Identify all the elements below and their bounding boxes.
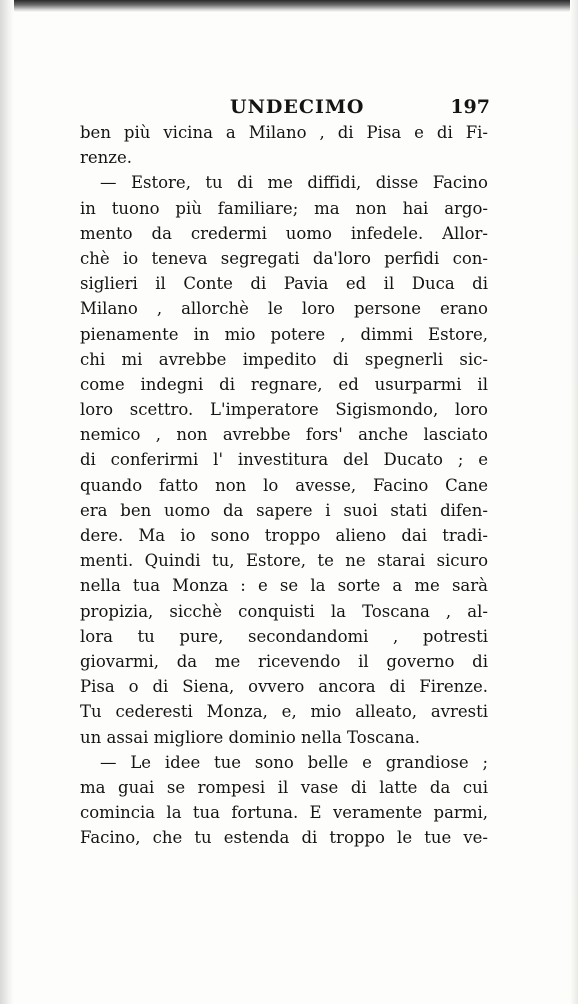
- running-head: UNDECIMO: [230, 96, 365, 118]
- text-line: lora tu pure, secondandomi , potresti: [80, 626, 488, 646]
- text-line: giovarmi, da me ricevendo il governo di: [80, 651, 488, 671]
- page-right-edge: [570, 0, 578, 1004]
- text-line: quando fatto non lo avesse, Facino Cane: [80, 475, 488, 495]
- body-text: [80, 120, 488, 850]
- text-line: chè io teneva segregati da'loro perfidi con-: [80, 248, 488, 268]
- text-line: chi mi avrebbe impedito di spegnerli sic-: [80, 349, 488, 369]
- text-line: pienamente in mio potere , dimmi Estore,: [80, 324, 488, 344]
- text-line: Facino, che tu estenda di troppo le tue ve-: [80, 828, 488, 848]
- text-line: renze.: [80, 148, 132, 168]
- text-line: propizia, sicchè conquisti la Toscana , al-: [80, 601, 488, 621]
- page-left-gutter: [0, 0, 14, 1004]
- text-line: mento da credermi uomo infedele. Allor-: [80, 223, 488, 243]
- text-line: — Le idee tue sono belle e grandiose ;: [100, 752, 488, 772]
- page-number: 197: [450, 96, 490, 118]
- text-line: nemico , non avrebbe fors' anche lasciato: [80, 425, 488, 445]
- text-line: Pisa o di Siena, ovvero ancora di Firenze.: [80, 677, 488, 697]
- text-line: un assai migliore dominio nella Toscana.: [80, 727, 420, 747]
- text-line: ma guai se rompesi il vase di latte da cui: [80, 777, 488, 797]
- text-line: dere. Ma io sono troppo alieno dai tradi-: [80, 526, 488, 545]
- page-header: [80, 92, 488, 122]
- text-line: comincia la tua fortuna. E veramente parmi,: [80, 803, 488, 823]
- text-line: Milano , allorchè le loro persone erano: [80, 299, 488, 319]
- text-line: di conferirmi l' investitura del Ducato ; e: [80, 450, 488, 470]
- text-line: nella tua Monza : e se la sorte a me sarà: [80, 576, 488, 596]
- text-line: loro scettro. L'imperatore Sigismondo, loro: [80, 400, 488, 420]
- page-top-shadow: [0, 0, 578, 12]
- text-line: — Estore, tu di me diffidi, disse Facino: [100, 173, 488, 193]
- text-line: ben più vicina a Milano , di Pisa e di Fi-: [80, 123, 488, 142]
- text-line: siglieri il Conte di Pavia ed il Duca di: [80, 274, 488, 294]
- text-line: era ben uomo da sapere i suoi stati difen-: [80, 500, 488, 520]
- text-line: Tu cederesti Monza, e, mio alleato, avresti: [80, 702, 488, 722]
- text-line: come indegni di regnare, ed usurparmi il: [80, 374, 488, 394]
- text-line: menti. Quindi tu, Estore, te ne starai sicuro: [80, 551, 488, 571]
- text-line: in tuono più familiare; ma non hai argo-: [80, 198, 488, 218]
